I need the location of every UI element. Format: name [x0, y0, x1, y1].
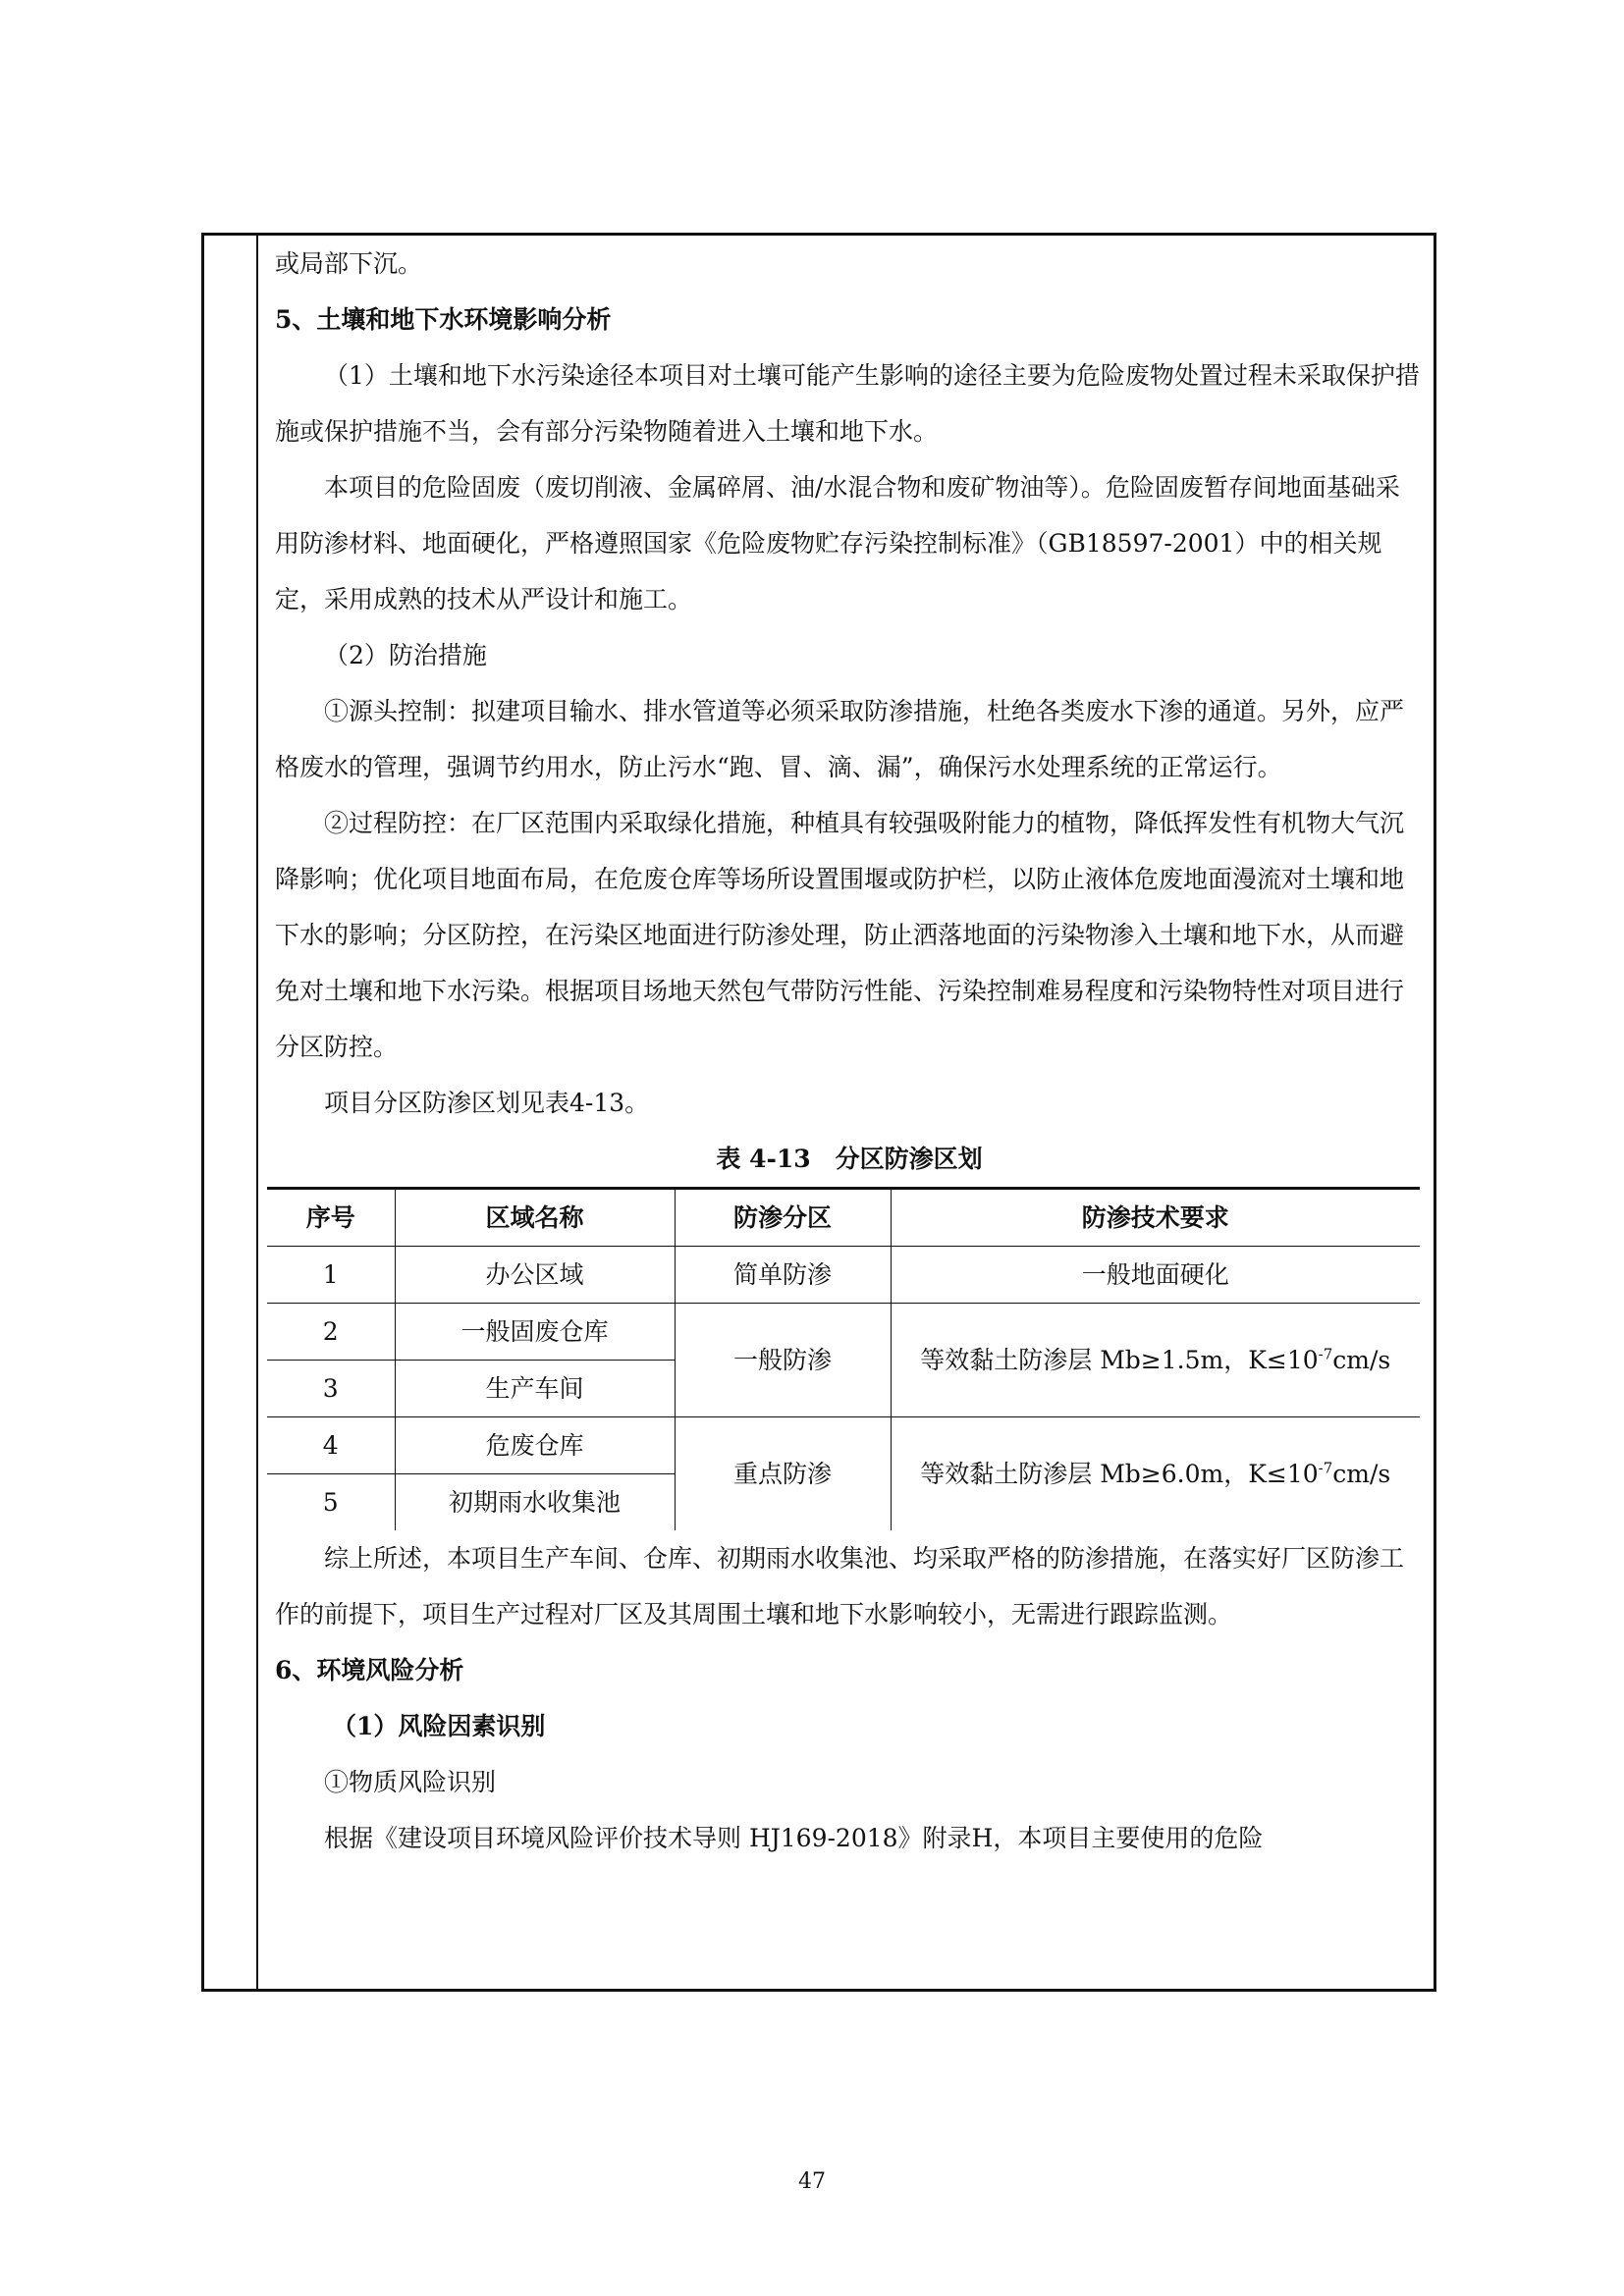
table-row: [267, 1417, 1420, 1474]
exponent: -7: [1318, 1459, 1333, 1477]
row-number: 2: [267, 1304, 395, 1361]
area-name: 一般固废仓库: [395, 1304, 675, 1361]
zone-cell: 一般防渗: [675, 1304, 891, 1417]
row-number: 4: [267, 1417, 395, 1474]
paragraph: ①源头控制：拟建项目输水、排水管道等必须采取防渗措施，杜绝各类废水下渗的通道。另外，应严格废水的管理，强调节约用水，防止污水“跑、冒、滴、漏”，确保污水处理系统的正常运行。: [275, 697, 1405, 781]
requirement-cell: [891, 1304, 1420, 1417]
section-heading-6: 6、环境风险分析: [275, 1656, 464, 1684]
page-number: 47: [798, 2169, 826, 2194]
frame-divider: [256, 236, 258, 1989]
paragraph: 本项目的危险固废（废切削液、金属碎屑、油/水混合物和废矿物油等）。危险固废暂存间地面基础采用防渗材料、地面硬化，严格遵照国家《危险废物贮存污染控制标准》（GB18597-2001）中的相关规定，采用成熟的技术从严设计和施工。: [275, 473, 1400, 614]
paragraph: ②过程防控：在厂区范围内采取绿化措施，种植具有较强吸附能力的植物，降低挥发性有机物大气沉降影响；优化项目地面布局，在危废仓库等场所设置围堰或防护栏，以防止液体危废地面漫流对土壤和地下水的影响；分区防控，在污染区地面进行防渗处理，防止洒落地面的污染物渗入土壤和地下水，从而避免对土壤和地下水污染。根据项目场地天然包气带防污性能、污染控制难易程度和污染物特性对项目进行分区防控。: [275, 809, 1405, 1061]
requirement-cell: 一般地面硬化: [891, 1247, 1420, 1304]
row-number: 3: [267, 1361, 395, 1417]
table-header-row: [267, 1189, 1420, 1247]
area-name: 办公区域: [395, 1247, 675, 1304]
unit: cm/s: [1332, 1346, 1391, 1374]
row-number: 1: [267, 1247, 395, 1304]
table-row: [267, 1247, 1420, 1304]
row-number: 5: [267, 1474, 395, 1531]
header-cell: 序号: [267, 1189, 395, 1247]
area-name: 初期雨水收集池: [395, 1474, 675, 1531]
exponent: -7: [1318, 1345, 1333, 1363]
subsection-heading: （1）风险因素识别: [332, 1712, 546, 1740]
paragraph: （1）土壤和地下水污染途径本项目对土壤可能产生影响的途径主要为危险废物处置过程未采取保护措施或保护措施不当，会有部分污染物随着进入土壤和地下水。: [275, 361, 1420, 446]
header-cell: 区域名称: [395, 1189, 675, 1247]
area-name: 生产车间: [395, 1361, 675, 1417]
table-caption: 表 4-13 分区防渗区划: [716, 1145, 983, 1173]
paragraph: 项目分区防渗区划见表4-13。: [324, 1089, 650, 1117]
document-content: [275, 236, 1424, 1866]
section-heading-5: 5、土壤和地下水环境影响分析: [275, 305, 612, 334]
zoning-table: [267, 1187, 1420, 1530]
requirement-text: 等效黏土防渗层 Mb≥6.0m，K≤10: [920, 1460, 1319, 1488]
paragraph: 根据《建设项目环境风险评价技术导则 HJ169-2018》附录H，本项目主要使用的危险: [324, 1824, 1264, 1852]
requirement-text: 等效黏土防渗层 Mb≥1.5m，K≤10: [920, 1346, 1319, 1374]
header-cell: 防渗分区: [675, 1189, 891, 1247]
zone-cell: 简单防渗: [675, 1247, 891, 1304]
unit: cm/s: [1332, 1460, 1391, 1488]
table-row: [267, 1304, 1420, 1361]
zone-cell: 重点防渗: [675, 1417, 891, 1531]
paragraph: ①物质风险识别: [324, 1768, 497, 1796]
area-name: 危废仓库: [395, 1417, 675, 1474]
paragraph: 或局部下沉。: [275, 249, 423, 278]
requirement-cell: [891, 1417, 1420, 1531]
paragraph: 综上所述，本项目生产车间、仓库、初期雨水收集池、均采取严格的防渗措施，在落实好厂区防渗工作的前提下，项目生产过程对厂区及其周围土壤和地下水影响较小，无需进行跟踪监测。: [275, 1544, 1405, 1629]
header-cell: 防渗技术要求: [891, 1189, 1420, 1247]
paragraph: （2）防治措施: [324, 641, 487, 669]
